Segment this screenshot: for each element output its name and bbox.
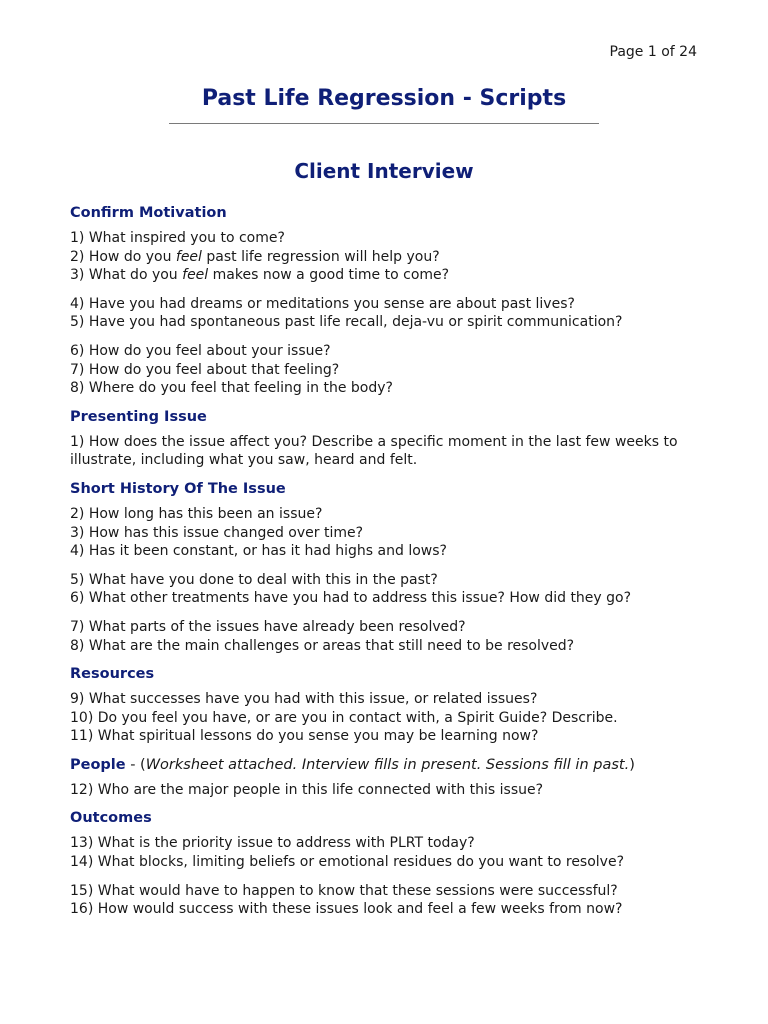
- question: 7) How do you feel about that feeling?: [70, 361, 340, 378]
- question-block: [70, 433, 710, 470]
- people-note-text: Worksheet attached. Interview fills in present. Sessions fill in past.: [145, 756, 630, 773]
- question: 3) How has this issue changed over time?: [70, 524, 364, 541]
- people-note-prefix: - (: [125, 756, 146, 773]
- confirm-motivation-heading: Confirm Motivation: [70, 205, 227, 221]
- question-block: [70, 505, 710, 561]
- people-section: [70, 756, 710, 800]
- question: 10) Do you feel you have, or are you in contact with, a Spirit Guide? Describe.: [70, 709, 618, 726]
- question-block: [70, 690, 710, 746]
- question: 6) What other treatments have you had to address this issue? How did they go?: [70, 590, 632, 607]
- question: 8) What are the main challenges or areas that still need to be resolved?: [70, 637, 575, 654]
- people-note: [126, 757, 635, 773]
- section-title: Client Interview: [294, 159, 474, 183]
- question: 4) Have you had dreams or meditations you sense are about past lives?: [70, 295, 575, 312]
- people-heading-label: People: [70, 756, 126, 773]
- emphasis: feel: [182, 267, 209, 284]
- question: 11) What spiritual lessons do you sense you may be learning now?: [70, 728, 539, 745]
- question: 13) What is the priority issue to address with PLRT today?: [70, 835, 475, 852]
- resources-heading: Resources: [70, 666, 155, 683]
- question: [70, 266, 710, 285]
- question: 4) Has it been constant, or has it had highs and lows?: [70, 543, 447, 560]
- short-history-section: [70, 480, 710, 655]
- question: 5) What have you done to deal with this in the past?: [70, 571, 438, 588]
- question: 15) What would have to happen to know that these sessions were successful?: [70, 882, 618, 899]
- question: 8) Where do you feel that feeling in the body?: [70, 380, 393, 397]
- question-text: makes now a good time to come?: [208, 267, 450, 284]
- presenting-issue-heading: Presenting Issue: [70, 408, 207, 425]
- question-block: [70, 229, 710, 285]
- title-underline: [169, 123, 599, 124]
- people-heading: [70, 756, 710, 775]
- document-content: [70, 204, 710, 929]
- question-block: [70, 781, 710, 800]
- question-block: [70, 342, 710, 398]
- question: 1) How does the issue affect you? Describe a specific moment in the last few weeks to illustrate, including what you saw, heard and felt.: [70, 433, 678, 469]
- question-block: [70, 295, 710, 332]
- page-number: Page 1 of 24: [609, 44, 697, 60]
- question-text: 3) What do you: [70, 267, 183, 284]
- short-history-heading: Short History Of The Issue: [70, 480, 286, 497]
- question: 5) Have you had spontaneous past life recall, deja-vu or spirit communication?: [70, 314, 623, 331]
- question: 7) What parts of the issues have already been resolved?: [70, 618, 466, 635]
- question-block: [70, 882, 710, 919]
- outcomes-section: [70, 809, 710, 918]
- question-block: [70, 834, 710, 871]
- question: 1) What inspired you to come?: [70, 230, 285, 246]
- confirm-motivation-section: [70, 204, 710, 398]
- question-block: [70, 571, 710, 608]
- emphasis: feel: [175, 248, 202, 265]
- resources-section: [70, 665, 710, 746]
- question-text: past life regression will help you?: [201, 248, 440, 265]
- question: [70, 248, 710, 267]
- presenting-issue-section: [70, 408, 710, 470]
- question: 16) How would success with these issues look and feel a few weeks from now?: [70, 901, 623, 918]
- question-block: [70, 618, 710, 655]
- question: 9) What successes have you had with this issue, or related issues?: [70, 691, 538, 708]
- outcomes-heading: Outcomes: [70, 810, 152, 827]
- question-text: 2) How do you: [70, 248, 176, 265]
- question: 12) Who are the major people in this life connected with this issue?: [70, 781, 544, 798]
- people-note-suffix: ): [629, 756, 635, 773]
- question: 14) What blocks, limiting beliefs or emotional residues do you want to resolve?: [70, 854, 625, 871]
- question: 2) How long has this been an issue?: [70, 505, 323, 522]
- document-title: Past Life Regression - Scripts: [201, 86, 567, 111]
- question: 6) How do you feel about your issue?: [70, 342, 331, 359]
